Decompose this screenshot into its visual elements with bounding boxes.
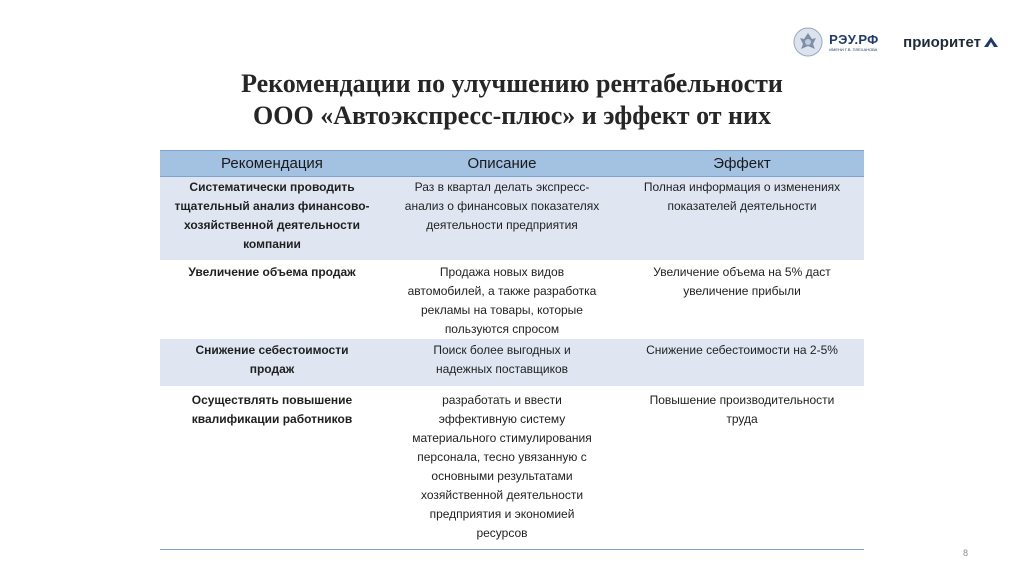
cell-line: ресурсов (476, 526, 528, 540)
description-cell (384, 260, 620, 339)
cell-line: Продажа новых видов (439, 265, 565, 279)
cell-line: основными результатами (431, 469, 573, 483)
priority-mark-icon (984, 37, 998, 47)
rea-logo (793, 27, 881, 57)
cell-line: рекламы на товары, которые (421, 303, 583, 317)
slide-title (0, 68, 1024, 132)
cell-line: тщательный анализ финансово- (174, 199, 370, 213)
cell-line: материального стимулирования (412, 431, 592, 445)
cell-line: анализ о финансовых показателях (404, 199, 600, 213)
rea-logo-subtext: ИМЕНИ Г.В. ПЛЕХАНОВА (829, 46, 878, 52)
recommendation-cell (160, 177, 384, 261)
cell-line: хозяйственной деятельности (183, 218, 361, 232)
slide-title-line2: ООО «Автоэкспресс-плюс» и эффект от них (253, 101, 771, 130)
description-cell (384, 339, 620, 386)
cell-line: Полная информация о изменениях (643, 180, 841, 194)
column-header-description: Описание (384, 151, 620, 177)
recommendation-cell (160, 386, 384, 550)
header-logos (793, 24, 998, 60)
cell-line: квалификации работников (191, 412, 353, 426)
rea-emblem-icon (793, 27, 823, 57)
cell-line: Раз в квартал делать экспресс- (414, 180, 590, 194)
table-header-row (160, 151, 864, 177)
cell-line: показателей деятельности (667, 199, 817, 213)
cell-line: разработать и ввести (442, 393, 562, 407)
cell-line: Снижение себестоимости на 2-5% (646, 343, 838, 357)
recommendation-cell (160, 339, 384, 386)
description-cell (384, 177, 620, 261)
effect-cell (620, 386, 864, 550)
column-header-recommendation: Рекомендация (160, 151, 384, 177)
cell-line: Увеличение объема на 5% даст (653, 265, 831, 279)
cell-line: деятельности предприятия (426, 218, 578, 232)
cell-line: автомобилей, а также разработка (407, 284, 597, 298)
cell-line: Повышение производительности (649, 393, 835, 407)
slide-title-line1: Рекомендации по улучшению рентабельности (241, 69, 783, 98)
table-row (160, 386, 864, 550)
recommendation-cell (160, 260, 384, 339)
cell-line: увеличение прибыли (683, 284, 801, 298)
column-header-effect: Эффект (620, 151, 864, 177)
table-row (160, 339, 864, 386)
priority-logo (903, 34, 998, 51)
rea-logo-text: РЭУ.РФ (829, 31, 879, 47)
effect-cell (620, 260, 864, 339)
effect-cell (620, 339, 864, 386)
cell-line: Систематически проводить (189, 180, 355, 194)
effect-cell (620, 177, 864, 261)
cell-line: предприятия и экономией (429, 507, 575, 521)
cell-line: надежных поставщиков (435, 362, 569, 376)
cell-line: эффективную систему (438, 412, 566, 426)
cell-line: Снижение себестоимости (195, 343, 349, 357)
cell-line: компании (243, 237, 301, 251)
cell-line: пользуются спросом (444, 322, 560, 336)
cell-line: персонала, тесно увязанную с (417, 450, 587, 464)
description-cell (384, 386, 620, 550)
priority-logo-text: приоритет (903, 33, 981, 51)
table-row (160, 177, 864, 261)
cell-line: продаж (249, 362, 295, 376)
cell-line: хозяйственной деятельности (420, 488, 584, 502)
recommendations-table (160, 150, 864, 550)
cell-line: Осуществлять повышение (191, 393, 353, 407)
cell-line: Увеличение объема продаж (188, 265, 356, 279)
cell-line: труда (726, 412, 758, 426)
cell-line: Поиск более выгодных и (433, 343, 571, 357)
table-row (160, 260, 864, 339)
page-number: 8 (962, 548, 968, 558)
